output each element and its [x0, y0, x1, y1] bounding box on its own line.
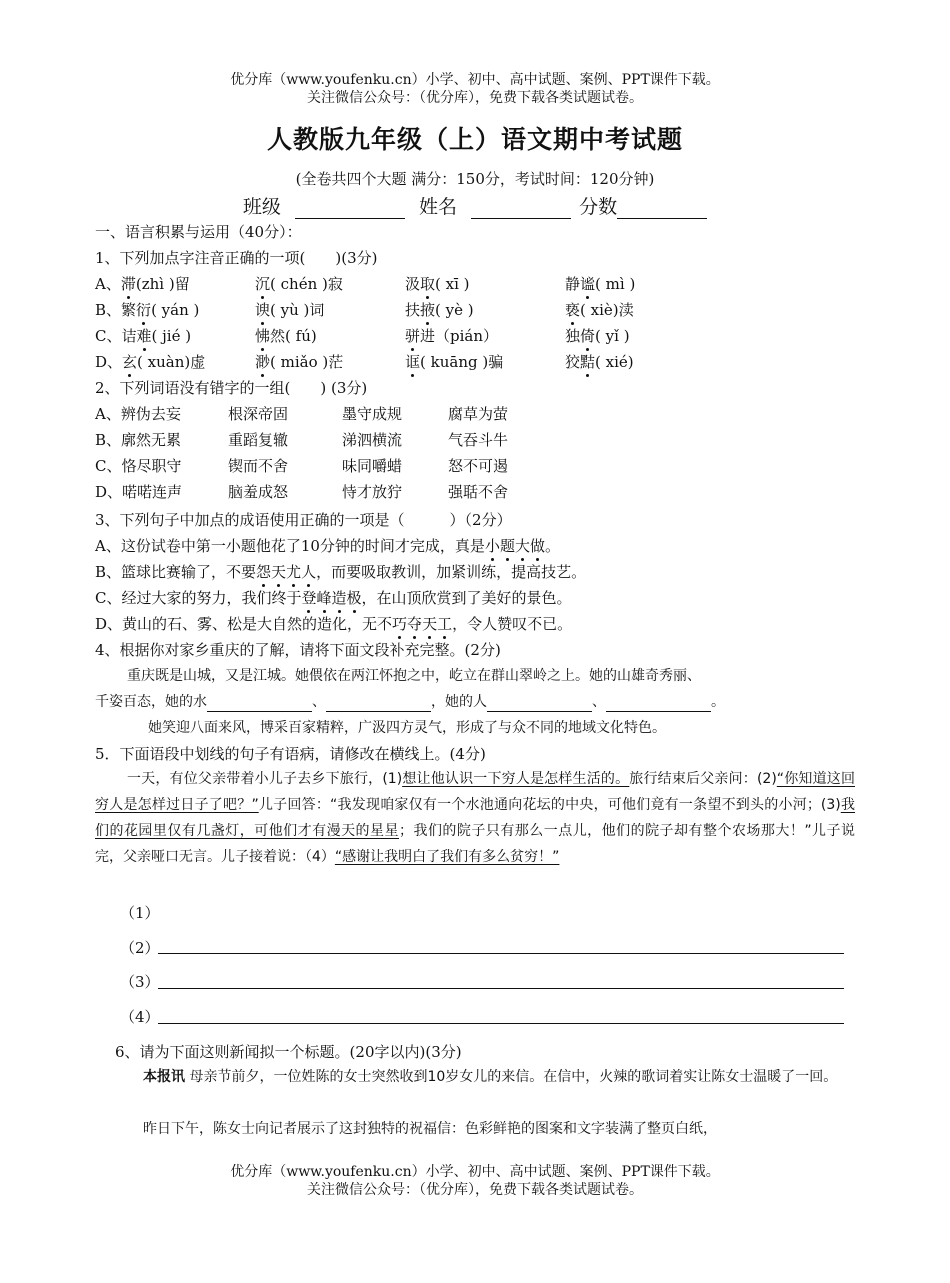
class-blank[interactable] — [295, 198, 405, 219]
q2-word: 恃才放狞 — [342, 483, 403, 501]
q1-item: C、诘难( jié ) — [95, 327, 192, 345]
score-label: 分数 — [579, 196, 618, 218]
q5-answer-line-2[interactable] — [158, 953, 844, 954]
q1-item: 亵( xiè)渎 — [565, 301, 634, 319]
q5-underlined-2: “你知道这回穷人是怎样过日子了吧？” — [95, 771, 855, 813]
q1-item: 谀( yù )词 — [255, 301, 325, 319]
q2-word: 脑羞成怒 — [228, 483, 289, 501]
q2-word: 怒不可遏 — [448, 457, 509, 475]
q5-answer-label-3: （3） — [120, 973, 160, 991]
q4-blank-1[interactable] — [207, 694, 312, 712]
q1-item: D、玄( xuàn)虚 — [95, 353, 206, 371]
q5-answer-line-4[interactable] — [158, 1023, 844, 1024]
q2-word: D、喏喏连声 — [95, 483, 183, 501]
q1-item: 汲取( xī ) — [405, 275, 470, 293]
q1-item: A、滞(zhì )留 — [95, 275, 190, 293]
page-title: 人教版九年级（上）语文期中考试题 — [266, 125, 683, 154]
q1-item: 沉( chén )寂 — [255, 275, 343, 293]
class-label: 班级 — [242, 196, 281, 218]
q1-item: 怫然( fú) — [255, 327, 317, 345]
q4-blank-4[interactable] — [606, 694, 711, 712]
name-label: 姓名 — [418, 196, 457, 218]
q5-underlined-1: 想让他认识一下穷人是怎样生活的。 — [402, 771, 630, 787]
q5-underlined-3: 我们的花园里仅有几盏灯，可他们才有漫天的星星 — [95, 797, 855, 839]
footer-line-1: 优分库（www.youfenku.cn）小学、初中、高中试题、案例、PPT课件下载。 — [230, 1164, 720, 1180]
q4-passage-line-1: 重庆既是山城，又是江城。她偎依在两江怀抱之中，屹立在群山翠岭之上。她的山雄奇秀丽、 — [127, 668, 701, 684]
header-line-2: 关注微信公众号：（优分库），免费下载各类试题试卷。 — [307, 90, 643, 106]
q2-word: 涕泗横流 — [342, 431, 403, 449]
q2-word: A、辨伪去妄 — [95, 405, 181, 423]
q2-word: 强聒不舍 — [448, 483, 509, 501]
q2-word: 重蹈复辙 — [228, 431, 289, 449]
header-line-1: 优分库（www.youfenku.cn）小学、初中、高中试题、案例、PPT课件下载。 — [230, 72, 720, 88]
section-1-heading: 一、语言积累与运用（40分）： — [95, 223, 302, 241]
score-blank[interactable] — [617, 198, 707, 219]
q1-stem: 1、下列加点字注音正确的一项( )(3分) — [95, 249, 378, 267]
q6-stem: 6、请为下面这则新闻拟一个标题。(20字以内)(3分) — [115, 1043, 462, 1061]
q1-item: 静谧( mì ) — [565, 275, 636, 293]
q3-option-c: C、经过大家的努力，我们终于登峰造极，在山顶欣赏到了美好的景色。 — [95, 589, 572, 607]
q2-word: 墨守成规 — [342, 405, 403, 423]
q4-stem: 4、根据你对家乡重庆的了解，请将下面文段补充完整。(2分) — [95, 641, 501, 659]
q2-word: 气吞斗牛 — [448, 431, 509, 449]
student-info-line — [0, 192, 950, 219]
q5-answer-label-4: （4） — [120, 1008, 160, 1026]
q1-item: 诓( kuāng )骗 — [405, 353, 504, 371]
q3-option-d: D、黄山的石、雾、松是大自然的造化，无不巧夺天工，令人赞叹不已。 — [95, 615, 573, 633]
q6-news-paragraph-2: 昨日下午，陈女士向记者展示了这封独特的祝福信：色彩鲜艳的图案和文字装满了整页白纸， — [143, 1121, 717, 1137]
q5-passage: 一天，有位父亲带着小儿子去乡下旅行，(1)想让他认识一下穷人是怎样生活的。旅行结束后父亲问：(2)“你知道这回穷人是怎样过日子了吧？”儿子回答：“我发现咱家仅有一个水池通向花坛的中央，可他们竟有一条望不到头的小河；(3)我们的花园里仅有几盏灯，可他们才有漫天的星星；我们的院子只有那么一点儿，他们的院子却有整个农场那大！”儿子说完，父亲哑口无言。儿子接着说：（4）“感谢让我明白了我们有多么贫穷！” — [95, 771, 855, 865]
q2-word: 根深帝固 — [228, 405, 289, 423]
q4-blank-2[interactable] — [326, 694, 431, 712]
footer-line-2: 关注微信公众号：（优分库），免费下载各类试题试卷。 — [307, 1182, 643, 1198]
q2-word: C、恪尽职守 — [95, 457, 182, 475]
exam-subtitle: (全卷共四个大题 满分：150分，考试时间：120分钟) — [295, 170, 655, 188]
q2-word: 味同嚼蜡 — [342, 457, 403, 475]
q5-answer-label-2: （2） — [120, 939, 160, 957]
q2-stem: 2、下列词语没有错字的一组( ) (3分) — [95, 379, 368, 397]
dotted-idiom: 小题大做 — [484, 537, 545, 555]
q1-item: 扶掖( yè ) — [405, 301, 474, 319]
q1-item: 骈进（pián） — [405, 327, 499, 345]
news-lead: 本报讯 — [143, 1069, 185, 1085]
q1-item: 渺( miǎo )茫 — [255, 353, 344, 371]
q2-word: 锲而不舍 — [228, 457, 289, 475]
q3-option-a: A、这份试卷中第一小题他花了10分钟的时间才完成，真是小题大做。 — [95, 537, 561, 555]
q5-answer-line-3[interactable] — [158, 988, 844, 989]
q2-word: 腐草为萤 — [448, 405, 509, 423]
q3-stem: 3、下列句子中加点的成语使用正确的一项是（ ）（2分） — [95, 511, 512, 529]
q5-underlined-4: “感谢让我明白了我们有多么贫穷！” — [334, 849, 560, 865]
q4-blank-3[interactable] — [487, 694, 592, 712]
q4-passage-line-2: 千姿百态，她的水 、 ，她的人 、 。 — [95, 694, 725, 710]
q5-answer-label-1: （1） — [120, 904, 160, 922]
q1-item: 狡黠( xié) — [565, 353, 634, 371]
name-blank[interactable] — [471, 198, 571, 219]
q2-word: B、廓然无累 — [95, 431, 182, 449]
dotted-idiom: 巧夺天工 — [392, 615, 453, 633]
q3-option-b: B、篮球比赛输了，不要怨天尤人，而要吸取教训，加紧训练，提高技艺。 — [95, 563, 587, 581]
dotted-idiom: 登峰造极 — [301, 589, 362, 607]
q5-stem: 5．下面语段中划线的句子有语病，请修改在横线上。(4分) — [95, 745, 486, 763]
q6-news-paragraph-1: 本报讯 母亲节前夕，一位姓陈的女士突然收到10岁女儿的来信。在信中，火辣的歌词着实让陈女士温暖了一回。 — [143, 1069, 838, 1085]
q4-passage-line-3: 她笑迎八面来风，博采百家精粹，广汲四方灵气，形成了与众不同的地域文化特色。 — [148, 720, 666, 736]
dotted-idiom: 怨天尤人 — [256, 563, 317, 581]
q1-item: B、繁衍( yán ) — [95, 301, 200, 319]
q1-item: 独倚( yǐ ) — [565, 327, 630, 345]
